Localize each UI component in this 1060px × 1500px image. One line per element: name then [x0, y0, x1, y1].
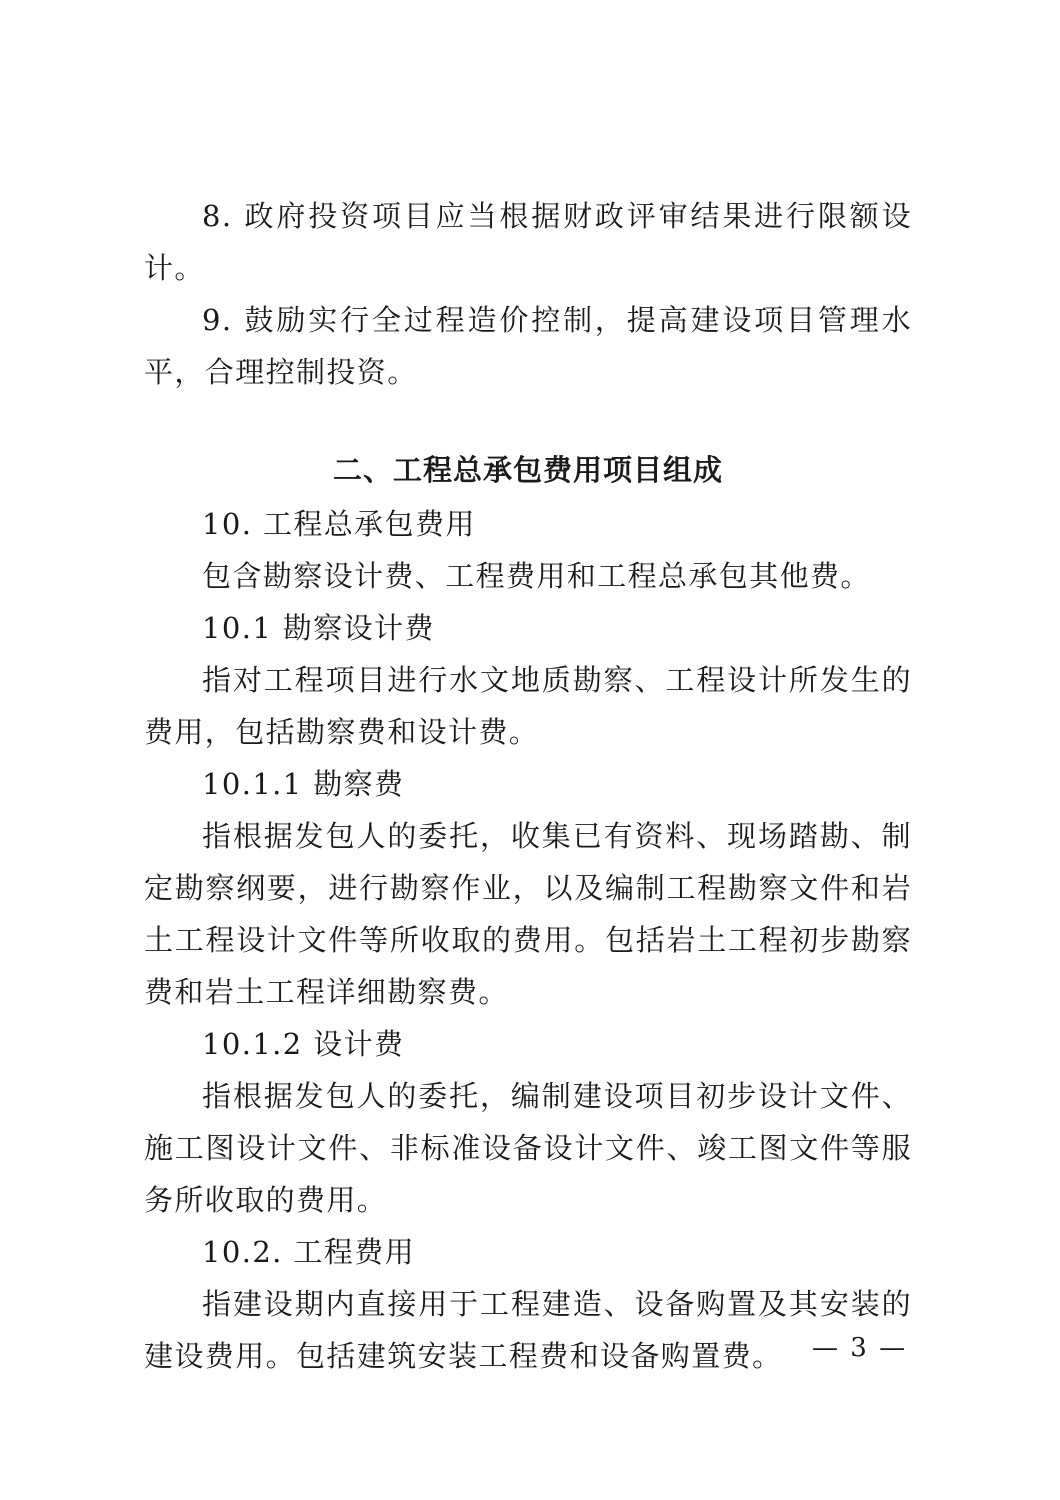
heading-10-1-1: 10.1.1 勘察费 — [202, 767, 405, 801]
paragraph-10-1-1-text: 指根据发包人的委托，收集已有资料、现场踏勘、制定勘察纲要，进行勘察作业，以及编制工程勘察文件和岩土工程设计文件等所收取的费用。包括岩土工程初步勘察费和岩土工程详细勘察费。 — [144, 819, 912, 1009]
paragraph-item-9: 9. 鼓励实行全过程造价控制，提高建设项目管理水平，合理控制投资。 — [144, 303, 912, 389]
paragraph-10-1-text: 指对工程项目进行水文地质勘察、工程设计所发生的费用，包括勘察费和设计费。 — [144, 663, 912, 749]
paragraph-10-1-2-text: 指根据发包人的委托，编制建设项目初步设计文件、施工图设计文件、非标准设备设计文件、竣工图文件等服务所收取的费用。 — [144, 1079, 912, 1217]
heading-10-1-2: 10.1.2 设计费 — [202, 1027, 405, 1061]
section-heading: 二、工程总承包费用项目组成 — [332, 453, 723, 487]
paragraph-item-8: 8. 政府投资项目应当根据财政评审结果进行限额设计。 — [144, 199, 912, 285]
paragraph-10-text: 包含勘察设计费、工程费用和工程总承包其他费。 — [202, 559, 871, 593]
heading-10-1: 10.1 勘察设计费 — [202, 611, 435, 645]
page-number: — 3 — — [812, 1333, 908, 1363]
heading-10: 10. 工程总承包费用 — [202, 507, 476, 541]
paragraph-10-2-text: 指建设期内直接用于工程建造、设备购置及其安装的建设费用。包括建筑安装工程费和设备购置费。 — [144, 1287, 912, 1373]
document-body — [144, 190, 912, 1382]
heading-10-2: 10.2. 工程费用 — [202, 1235, 416, 1269]
